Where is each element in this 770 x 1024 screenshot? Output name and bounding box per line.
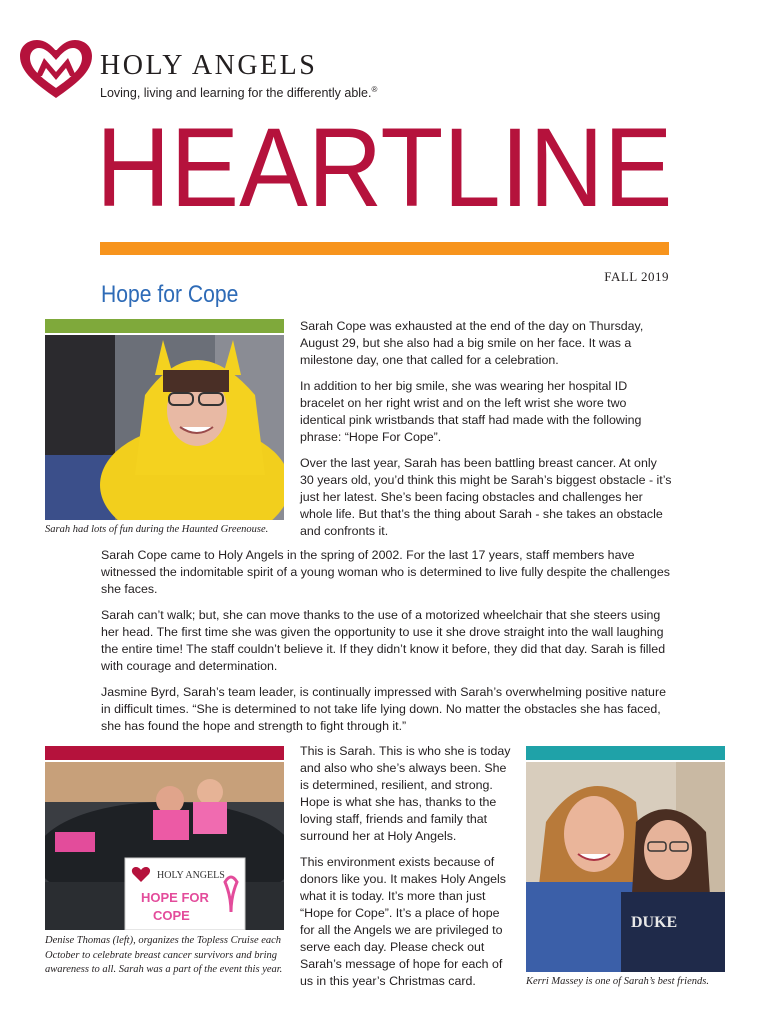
photo-kerri-sarah <box>526 762 725 972</box>
sign-line-2: HOPE FOR <box>141 890 209 905</box>
photo-topless-cruise <box>45 762 284 930</box>
paragraph: Over the last year, Sarah has been battling breast cancer. At only 30 years old, you’d think this might be Sarah’s biggest obstacle - it’s just her latest. She’s been facing obstacles and challenges her whole life. But that’s the thing about Sarah - she takes an obstacle and confronts it. <box>300 456 672 538</box>
masthead-divider <box>100 242 669 255</box>
holy-angels-logo-icon <box>18 38 94 100</box>
photo-1-caption: Sarah had lots of fun during the Haunted Greenouse. <box>45 524 269 535</box>
photo-3-caption: Kerri Massey is one of Sarah’s best friends. <box>526 976 709 987</box>
paragraph: Sarah can’t walk; but, she can move thanks to the use of a motorized wheelchair that she steers using her head. The first time she was given the opportunity to use it she drove straight into the wall laughing the entire time! The staff couldn’t believe it. If they didn’t know it before, they did that day. Sarah is filled with courage and determination. <box>101 608 666 673</box>
tagline-text: Loving, living and learning for the differently able. <box>100 86 372 101</box>
registered-mark: ® <box>371 85 378 94</box>
article-column-mid <box>300 743 512 999</box>
org-name: HOLY ANGELS <box>100 50 318 81</box>
tagline <box>100 86 377 100</box>
article-column-top <box>300 318 672 549</box>
shirt-text: DUKE <box>631 914 678 931</box>
sign-line-1: HOLY ANGELS <box>157 870 225 881</box>
photo-2-caption: Denise Thomas (left), organizes the Topless Cruise each October to celebrate breast cancer survivors and bring awareness to all. Sarah was a part of the event this year. <box>45 935 283 975</box>
photo-1-accent-bar <box>45 319 284 333</box>
paragraph: Sarah Cope came to Holy Angels in the spring of 2002. For the last 17 years, staff members have witnessed the indomitable spirit of a young woman who is determined to live fully despite the challenges she faces. <box>101 548 670 596</box>
paragraph: This is Sarah. This is who she is today and also who she’s always been. She is determined, resilient, and strong. Hope is what she has, thanks to the loving staff, friends and family that surround her at Holy Angels. <box>300 744 511 843</box>
paragraph: Sarah Cope was exhausted at the end of the day on Thursday, August 29, but she also had a big smile on her face. It was a milestone day, one that called for a celebration. <box>300 319 644 367</box>
paragraph: This environment exists because of donors like you. It makes Holy Angels what it is today. It’s more than just “Hope for Cope”. It’s a place of hope for all the Angels we are privileged to serve each day. Please check out Sarah’s message of hope for each of us in this year’s Christmas card. <box>300 855 506 988</box>
masthead-title: HEARTLINE <box>96 105 673 230</box>
photo-3-accent-bar <box>526 746 725 760</box>
sign-line-3: COPE <box>153 908 190 923</box>
article-column-full <box>101 547 673 744</box>
photo-2-accent-bar <box>45 746 284 760</box>
issue-date: FALL 2019 <box>604 269 669 284</box>
article-headline: Hope for Cope <box>101 281 239 308</box>
paragraph: Jasmine Byrd, Sarah’s team leader, is continually impressed with Sarah’s overwhelming positive nature in difficult times. “She is determined to not take life lying down. No matter the obstacles she has faced, she has found the hope and strength to fight through it.” <box>101 685 666 733</box>
paragraph: In addition to her big smile, she was wearing her hospital ID bracelet on her right wrist and on the left wrist she wore two identical pink wristbands that staff had made with the following phrase: “Hope For Cope”. <box>300 379 642 444</box>
photo-sarah-costume <box>45 335 284 520</box>
